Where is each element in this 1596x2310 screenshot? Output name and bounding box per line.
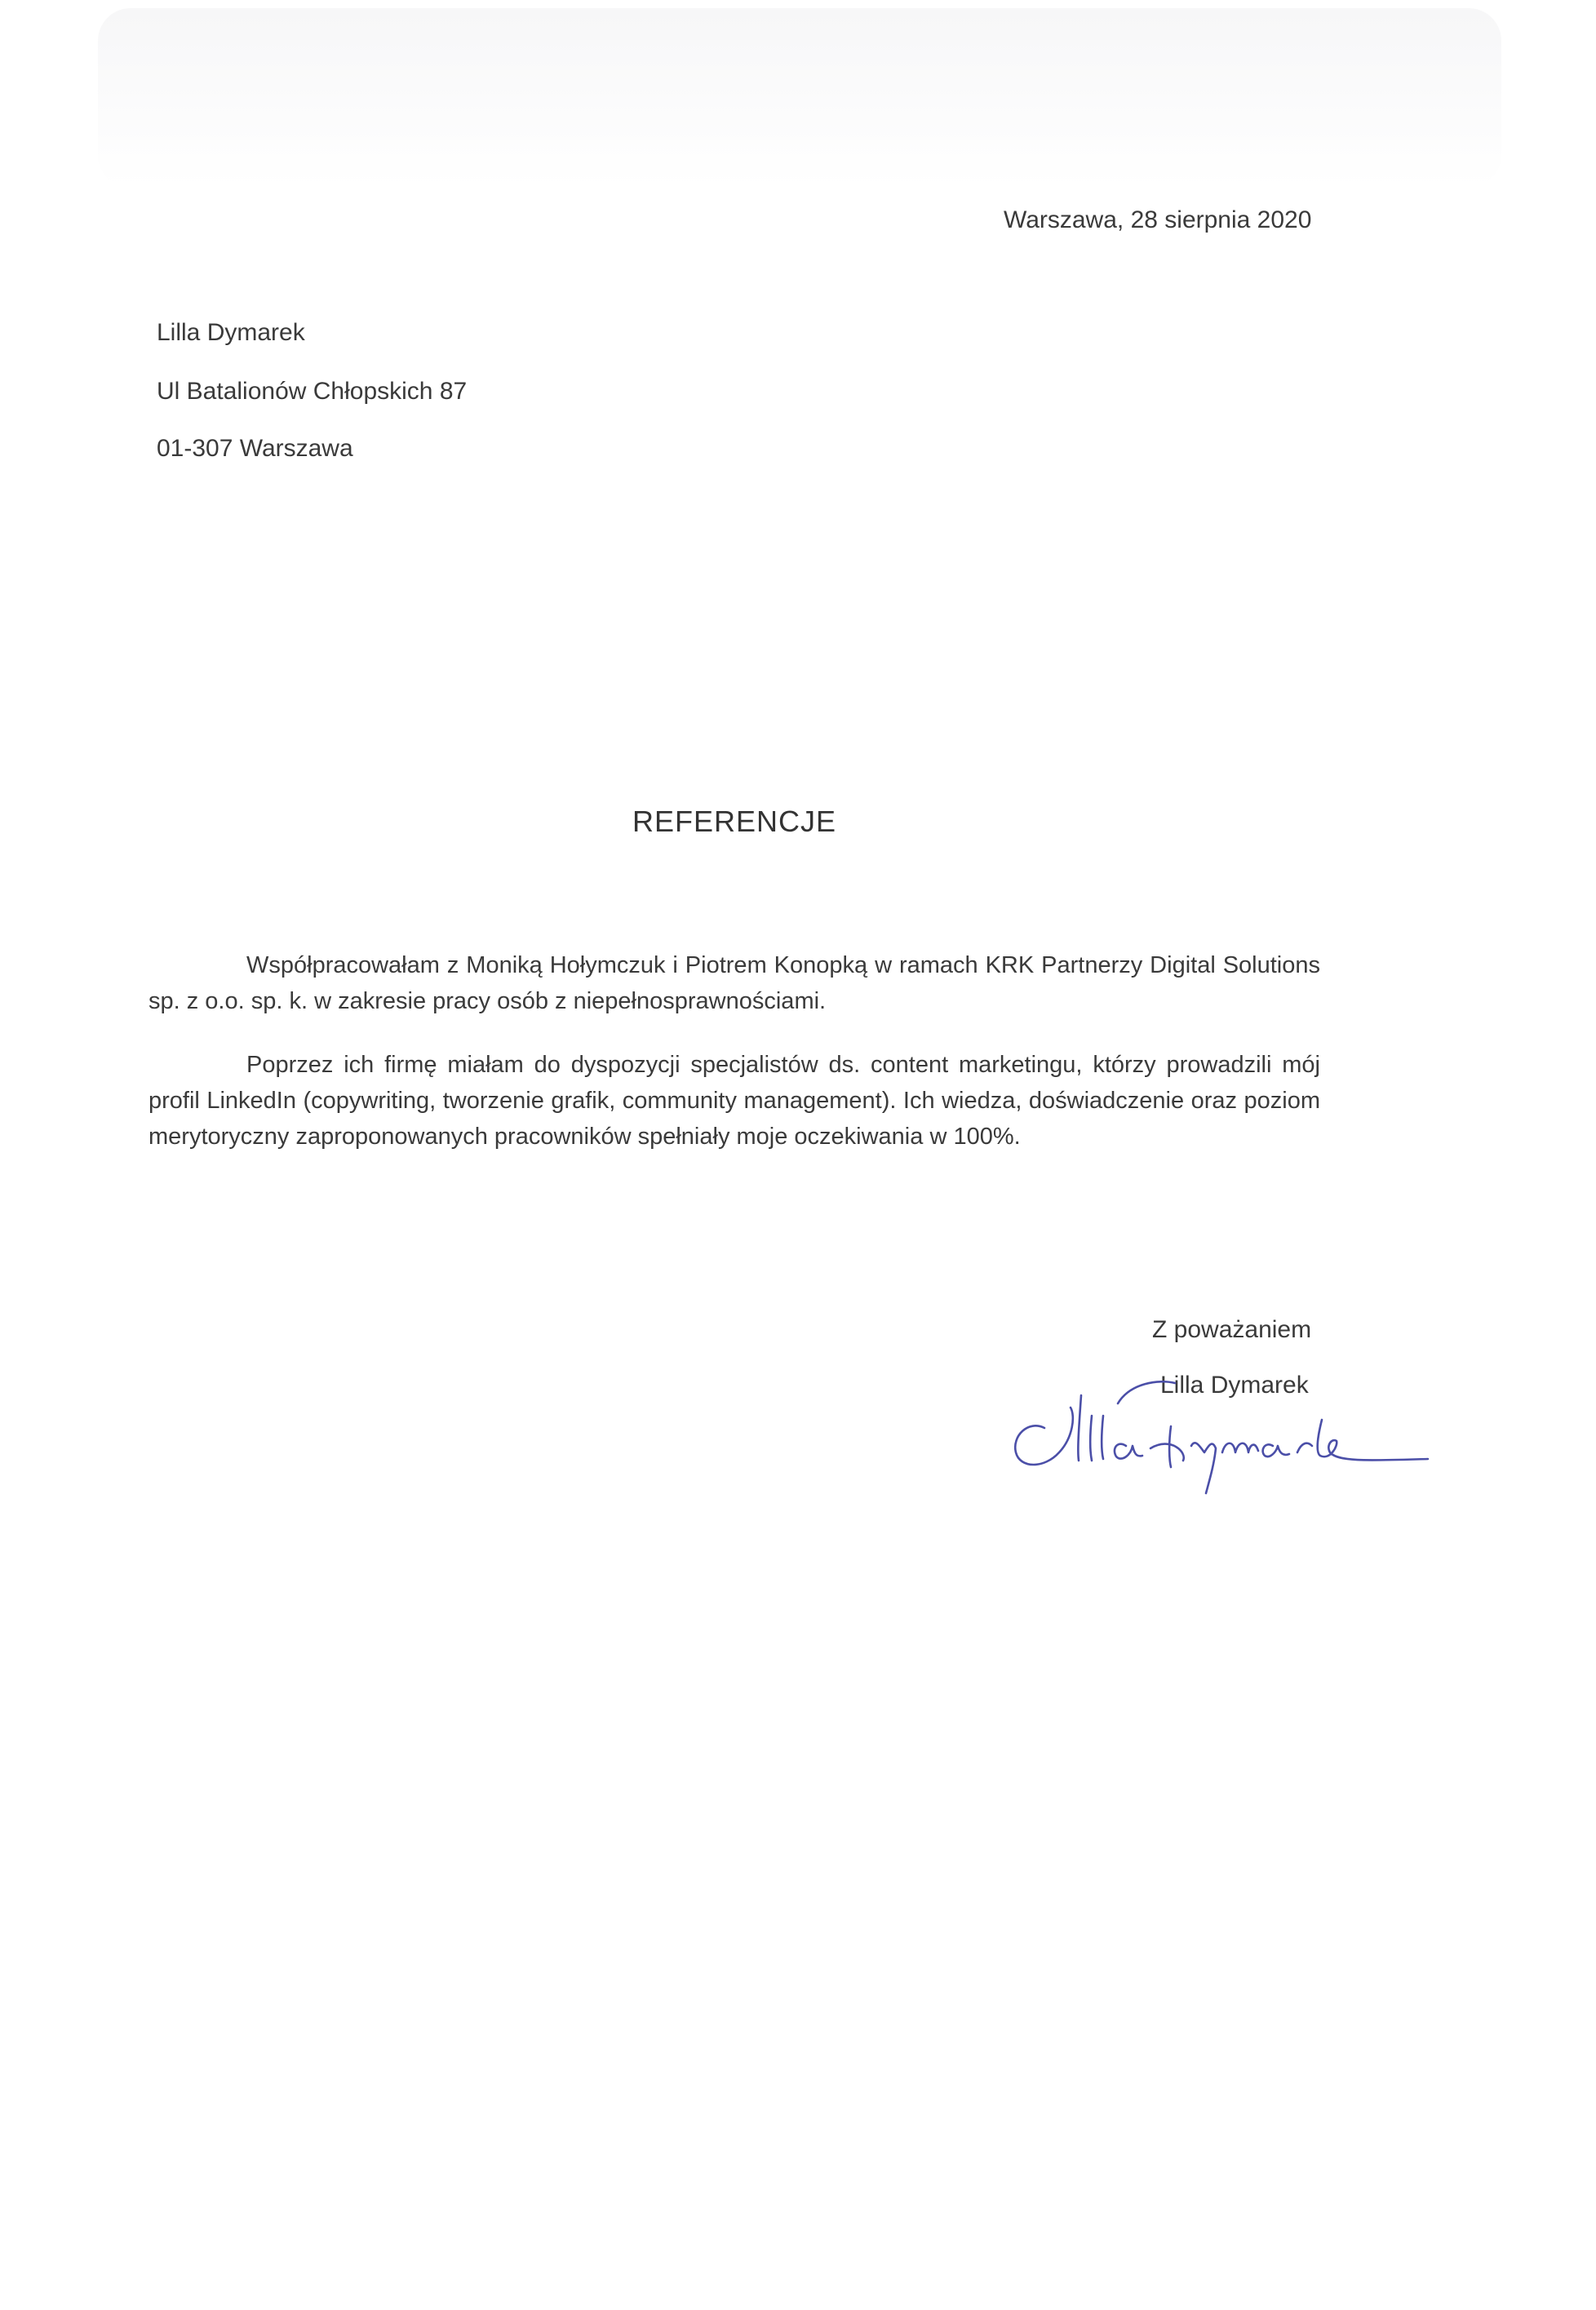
- sender-street: Ul Batalionów Chłopskich 87: [157, 378, 468, 405]
- handwritten-signature: [995, 1371, 1436, 1501]
- sender-name: Lilla Dymarek: [157, 319, 305, 346]
- scan-shading: [98, 8, 1501, 188]
- signer-name: Lilla Dymarek: [1160, 1372, 1309, 1399]
- letter-title: REFERENCJE: [632, 805, 837, 838]
- body-paragraph-2: Poprzez ich firmę miałam do dyspozycji specjalistów ds. content marketingu, którzy prowadzili mój profil LinkedIn (copywriting, tworzenie grafik, community management). Ich wiedza, doświadczenie oraz poziom merytoryczny zaproponowanych pracowników spełniały moje oczekiwania w 100%.: [149, 1052, 1320, 1150]
- closing-phrase: Z poważaniem: [1152, 1316, 1312, 1343]
- sender-city: 01-307 Warszawa: [157, 435, 353, 462]
- body-paragraph-1: Współpracowałam z Moniką Hołymczuk i Piotrem Konopką w ramach KRK Partnerzy Digital Solutions sp. z o.o. sp. k. w zakresie pracy osób z niepełnosprawnościami.: [149, 952, 1320, 1014]
- place-date: Warszawa, 28 sierpnia 2020: [1004, 206, 1312, 233]
